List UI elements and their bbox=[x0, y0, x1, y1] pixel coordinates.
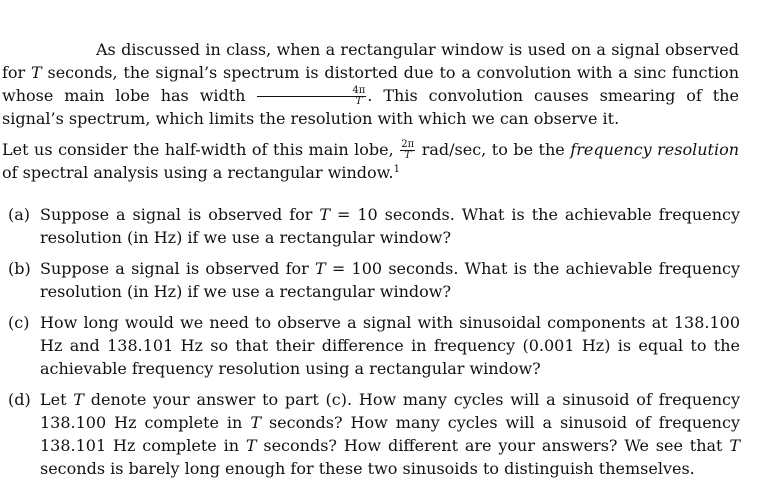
definition-text-c: of spectral analysis using a rectangular window. bbox=[2, 163, 394, 182]
fraction-denominator: T bbox=[404, 150, 412, 161]
question-label: (d) bbox=[8, 390, 31, 409]
question-label: (c) bbox=[8, 313, 30, 332]
definition-text-a: Let us consider the half-width of this main lobe, bbox=[2, 140, 400, 159]
question-text-s2: denote your answer to part (c). How many cycles will a sinusoid of frequency 138.100 Hz complete in bbox=[40, 390, 740, 432]
fraction-numerator: 2π bbox=[401, 139, 415, 150]
question-text: How long would we need to observe a signal with sinusoidal components at 138.100 Hz and 138.101 Hz so that their difference in frequency (0.001 Hz) is equal to the achievable frequency resolution using a rectangular window? bbox=[40, 313, 740, 378]
variable-T: T bbox=[250, 413, 261, 432]
question-text-s3: seconds? How many cycles will a sinusoid of frequency 138.101 Hz complete in bbox=[40, 413, 740, 455]
question-list bbox=[0, 203, 740, 480]
question-text-s4: seconds? How different are your answers? We see that bbox=[256, 436, 730, 455]
question-a bbox=[0, 203, 740, 249]
question-d bbox=[0, 388, 740, 480]
question-text-s5: seconds is barely long enough for these two sinusoids to distinguish themselves. bbox=[40, 459, 695, 478]
question-text-s1: Let bbox=[40, 390, 74, 409]
fraction-denominator: T bbox=[355, 96, 363, 107]
variable-T: T bbox=[319, 205, 331, 224]
frequency-resolution-term: frequency resolution bbox=[570, 140, 740, 159]
variable-T: T bbox=[245, 436, 257, 455]
question-text-pre: Suppose a signal is observed for bbox=[40, 259, 316, 278]
question-text-pre: Suppose a signal is observed for bbox=[40, 205, 320, 224]
variable-T: T bbox=[315, 259, 326, 278]
question-b bbox=[0, 257, 740, 303]
intro-line-b: seconds, the signal’s spectrum is distorted due to a convolution with a sinc function whose main lobe has width bbox=[2, 63, 739, 105]
intro-line-c: . This convolution causes smearing of the signal’s spectrum, which limits the resolution with which we can observe it. bbox=[2, 86, 739, 128]
fraction-numerator: 4π bbox=[257, 86, 366, 97]
variable-T: T bbox=[729, 436, 740, 455]
footnote-marker: 1 bbox=[393, 164, 400, 175]
question-text-post: = 100 seconds. What is the achievable frequency resolution (in Hz) if we use a rectangular window? bbox=[40, 259, 741, 301]
intro-paragraph bbox=[2, 38, 739, 130]
definition-paragraph bbox=[2, 138, 739, 184]
main-lobe-width-fraction bbox=[257, 86, 366, 107]
variable-T: T bbox=[31, 63, 42, 82]
question-text-post: = 10 seconds. What is the achievable frequency resolution (in Hz) if we use a rectangular window? bbox=[40, 205, 740, 247]
half-width-fraction bbox=[400, 140, 415, 161]
intro-line-a: As discussed in class, when a rectangular window is used on a signal observed for bbox=[2, 40, 739, 82]
question-label: (b) bbox=[8, 259, 31, 278]
definition-text-b: rad/sec, to be the bbox=[416, 140, 571, 159]
question-label: (a) bbox=[8, 205, 31, 224]
variable-T: T bbox=[73, 390, 84, 409]
question-c bbox=[0, 311, 740, 380]
